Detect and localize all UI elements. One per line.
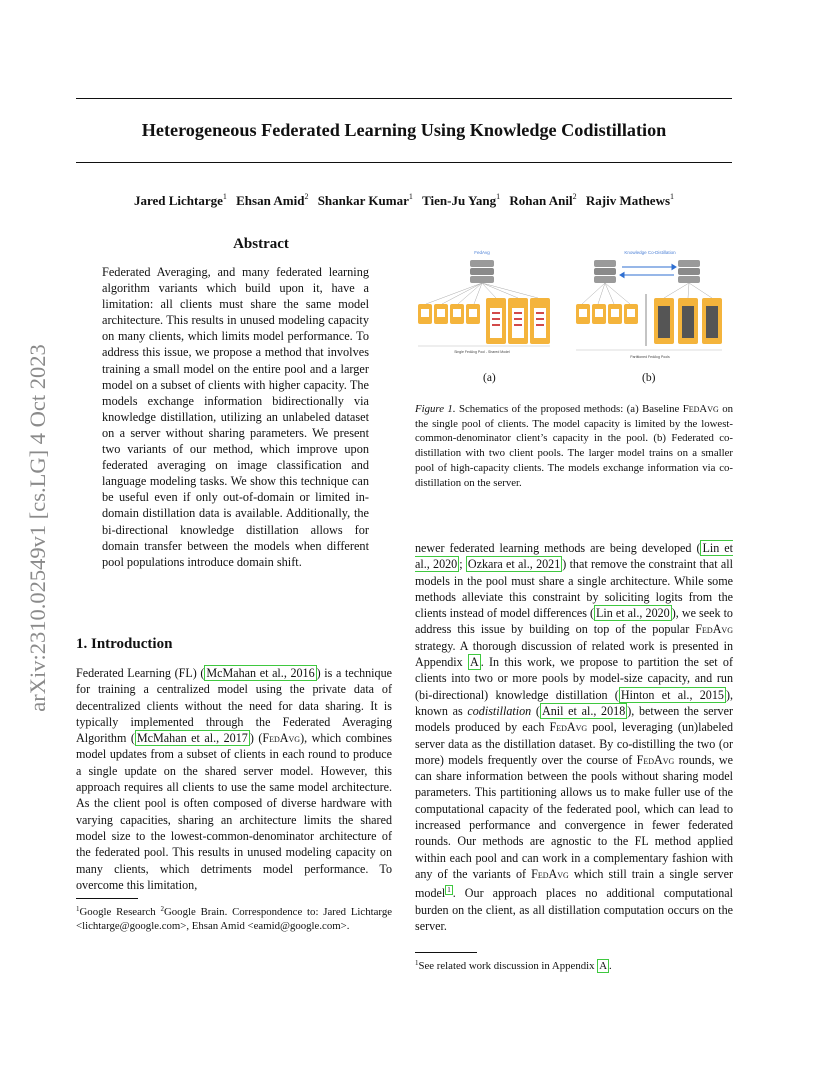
author: Rohan Anil$^2$	[509, 192, 577, 208]
section-heading: 1. Introduction	[76, 636, 173, 652]
intro-paragraph: Federated Learning (FL) ( McMahan et al., 2016 ) is a technique for training a centralized model using the private data of decentralized clients without the need for data sharing. It is typically implemented through the Federated Averaging Algorithm ( McMahan et al., 2017 ) (FedAvg), which combines model updates from a subset of clients in each round to produce a single update on the shared server model. However, this approach requires all clients to use the same model architecture. As the client pool is often composed of diverse hardware with varying capacities, sharing an architecture limits the shared model size to the lowest-common-denominator architecture of the federated pool. This results in unused modeling capacity on many clients, which detriments model performance. To overcome this limitation,	[76, 666, 393, 892]
arxiv-sidebar	[18, 318, 58, 738]
citation-link[interactable]: McMahan et al., 2017	[136, 731, 248, 746]
citation-link[interactable]: Ozkara et al., 2021	[467, 557, 561, 572]
author: Rajiv Mathews$^1$	[585, 192, 675, 208]
client-devices	[418, 298, 550, 344]
figure-caption: Figure 1. Schematics of the proposed methods: (a) Baseline FedAvg on the single pool of clients. The model capacity is limited by the lowest-common-denominator client’s capacity in the pool. (b) Federated co-distillation with two client pools. The larger model trains on a smaller pool of high-capacity clients. The models exchange information via co-distillation on the server.	[415, 403, 734, 489]
citation-link[interactable]: McMahan et al., 2016	[206, 666, 315, 680]
top-rule	[76, 98, 732, 99]
citation-link[interactable]: Anil et al., 2018	[541, 703, 626, 718]
panel-a-caption: Single FedAvg Pool - Shared Model	[454, 350, 510, 354]
figure-1-schematic	[410, 242, 740, 370]
figure-1	[410, 242, 740, 370]
author: Tien-Ju Yang$^1$	[422, 192, 501, 208]
author-list	[76, 192, 732, 209]
abstract-heading: Abstract	[233, 236, 289, 252]
citation-link[interactable]: Lin et al., 2020	[596, 606, 670, 621]
appendix-link[interactable]: A	[599, 960, 608, 972]
arxiv-id: arXiv:2310.02549v1 [cs.LG] 4 Oct 2023	[25, 344, 50, 712]
panel-a-title: FedAvg	[474, 250, 490, 255]
author: Shankar Kumar$^1$	[317, 192, 413, 208]
server-icon	[470, 260, 494, 283]
citation-link[interactable]: Hinton et al., 2015	[620, 687, 724, 702]
codistillation-arrows	[620, 265, 676, 278]
appendix-link[interactable]: A	[469, 655, 479, 670]
footnote-rule	[415, 952, 477, 953]
abstract-text: Federated Averaging, and many federated learning algorithm variants which build upon it, have a limitation: all clients must share the same model architecture. This results in unused modeling capacity on many clients, which limits model performance. To address this issue, we propose a method that involves training a small model on the entire pool and a larger model on a subset of clients with higher capacity. The models exchange information bidirectionally via knowledge distillation, utilizing an unlabeled dataset on a server without sharing parameters. We present two variants of our method, which improve upon federated averaging on image classification and language modeling tasks. We show this technique can be useful even if only out-of-domain or limited in-domain distillation data is available. Additionally, the bi-directional knowledge distillation allows for domain transfer between the models when different pool populations introduce domain shift.	[102, 265, 369, 569]
footnote-rule	[76, 898, 138, 899]
paper-title: Heterogeneous Federated Learning Using Knowledge Codistillation	[141, 120, 667, 140]
author: Ehsan Amid$^2$	[236, 192, 309, 208]
server-icon-large	[678, 260, 700, 283]
intro-paragraph-continued: newer federated learning methods are being developed ( Lin et al., 2020 ; Ozkara et al., 2021 ) that remove the constraint that all models in the pool must share a single architecture. While some methods alleviate this constraint by soliciting logits from the clients instead of model differences ( Lin et al., 2020 ), we seek to address this issue by building on top of the popular FedAvg strategy. A thorough discussion of related work is presented in Appendix A . In this work, we propose to partition the set of clients into two or more pools by model-size capacity, and run (bi-directional) knowledge distillation ( Hinton et al., 2015 ), known as codistillation ( Anil et al., 2018 ), between the server models produced by each FedAvg pool, leveraging (un)labeled server data as the distillation dataset. By co-distilling the two (or more) models frequently over the course of FedAvg rounds, we can share information between the pools without sharing model parameters. This partitioning allows us to make fuller use of the computational capacity of the federated pool, which can lead to increased performance and convergence in fewer federated rounds. Our methods are agnostic to the FL method applied within each pool and can work in a complementary fashion with any of the variants of FedAvg which still train a single server model $^1$ . Our approach places no additional computational burden on the client, as all distillation computation occurs on the server.	[415, 541, 734, 933]
affiliation-footnote: $^1$Google Research $^2$Google Brain. Correspondence to: Jared Lichtarge <lichtarge@google.com>, Ehsan Amid <eamid@google.com>.	[76, 905, 393, 932]
citation-link[interactable]: Lin et al., 2020	[415, 541, 734, 572]
figure-label-a: (a)	[483, 372, 496, 384]
footnote: $^1$See related work discussion in Appendix A .	[415, 959, 612, 972]
panel-b-title: Knowledge Co-Distillation	[624, 250, 676, 255]
author: Jared Lichtarge$^1$	[133, 192, 227, 208]
server-icon-small	[594, 260, 616, 283]
panel-b-caption: Partitioned FedAvg Pools	[630, 355, 670, 359]
title-bottom-rule	[76, 162, 732, 163]
footnote-link[interactable]: 1	[447, 886, 451, 895]
figure-label-b: (b)	[642, 372, 656, 384]
